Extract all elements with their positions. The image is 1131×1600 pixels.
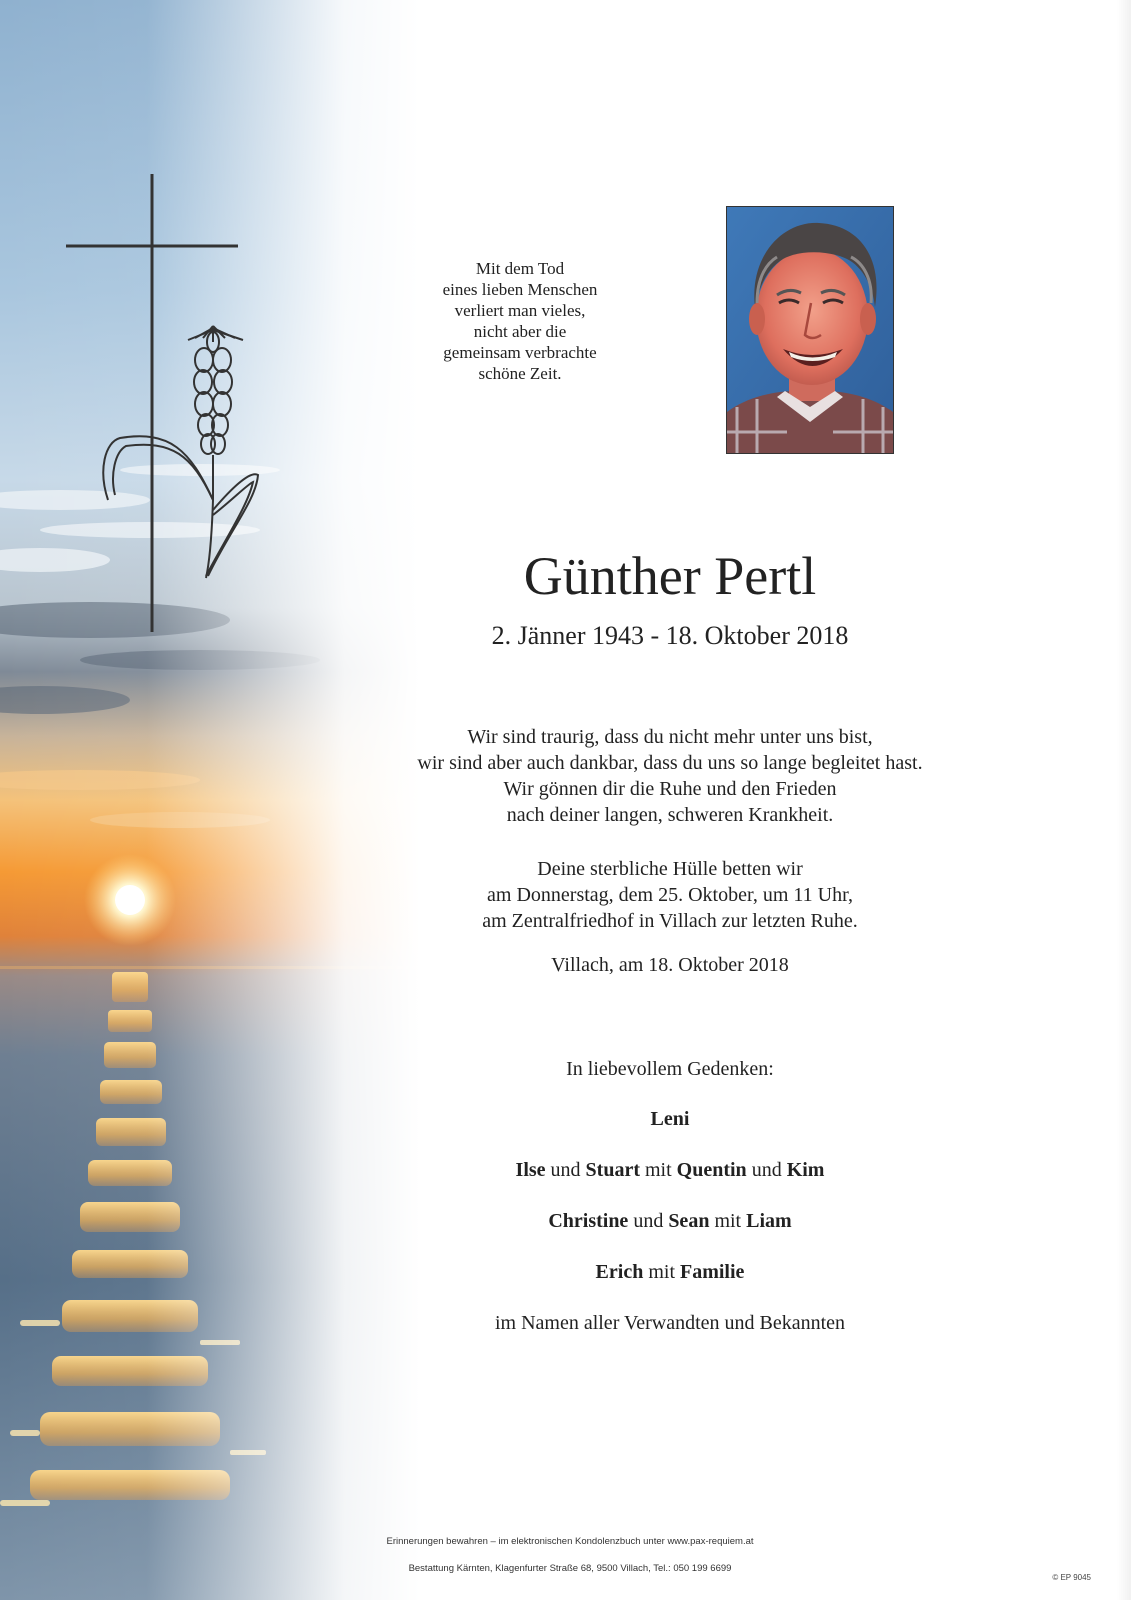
mourners-closing: im Namen aller Verwandten und Bekannten: [494, 1312, 846, 1334]
quote-line: gemeinsam verbrachte: [443, 343, 597, 362]
portrait-photo: [726, 206, 894, 454]
message-line: nach deiner langen, schweren Krankheit.: [506, 804, 834, 826]
burial-line: Deine sterbliche Hülle betten wir: [537, 858, 803, 880]
connector-word: mit: [714, 1210, 742, 1232]
message-line: Wir gönnen dir die Ruhe und den Frieden: [503, 778, 837, 800]
connector-word: und: [751, 1159, 782, 1181]
connector-word: mit: [648, 1261, 675, 1283]
mourner-name: Liam: [746, 1210, 792, 1232]
cross-icon: [60, 170, 260, 640]
burial-line: am Donnerstag, dem 25. Oktober, um 11 Uhr,: [487, 884, 853, 906]
life-dates: 2. Jänner 1943 - 18. Oktober 2018: [491, 621, 849, 650]
remembrance-heading: In liebevollem Gedenken:: [566, 1058, 774, 1080]
mourner-name: Stuart: [585, 1159, 640, 1181]
mourner-line: [360, 1157, 980, 1208]
quote-line: verliert man vieles,: [454, 301, 586, 320]
place-and-date: Villach, am 18. Oktober 2018: [551, 954, 789, 976]
mourner-line: [360, 1259, 980, 1310]
mourner-line: [360, 1208, 980, 1259]
memorial-quote: [400, 258, 640, 384]
mourner-line: [360, 1106, 980, 1157]
quote-line: eines lieben Menschen: [442, 280, 598, 299]
mourning-message: [360, 724, 980, 828]
connector-word: und: [550, 1159, 581, 1181]
quote-line: Mit dem Tod: [475, 259, 565, 278]
quote-line: nicht aber die: [473, 322, 567, 341]
mourner-name: Sean: [668, 1210, 710, 1232]
mourners-list: [360, 1106, 980, 1361]
quote-line: schöne Zeit.: [478, 364, 562, 383]
connector-word: mit: [644, 1159, 672, 1181]
mourner-name: Quentin: [676, 1159, 747, 1181]
burial-notice: [360, 856, 980, 934]
burial-line: am Zentralfriedhof in Villach zur letzten Ruhe.: [482, 910, 858, 932]
deceased-name: Günther Pertl: [523, 546, 817, 606]
message-line: wir sind aber auch dankbar, dass du uns so lange begleitet hast.: [417, 752, 923, 774]
mourner-name: Leni: [650, 1108, 690, 1130]
mourner-name: Ilse: [515, 1159, 546, 1181]
mourner-name: Kim: [786, 1159, 825, 1181]
mourner-name: Christine: [548, 1210, 629, 1232]
mourner-name: Erich: [595, 1261, 644, 1283]
wheat-ear-icon: [103, 326, 258, 578]
footer-condolence-note: Erinnerungen bewahren – im elektronischen Kondolenzbuch unter www.pax-requiem.at: [386, 1536, 754, 1547]
message-line: Wir sind traurig, dass du nicht mehr unter uns bist,: [467, 726, 873, 748]
page-edge: [1117, 0, 1131, 1600]
mourner-name: Familie: [680, 1261, 745, 1283]
connector-word: und: [633, 1210, 664, 1232]
footer-undertaker-address: Bestattung Kärnten, Klagenfurter Straße 68, 9500 Villach, Tel.: 050 199 6699: [408, 1563, 732, 1574]
template-code: © EP 9045: [1052, 1573, 1091, 1582]
